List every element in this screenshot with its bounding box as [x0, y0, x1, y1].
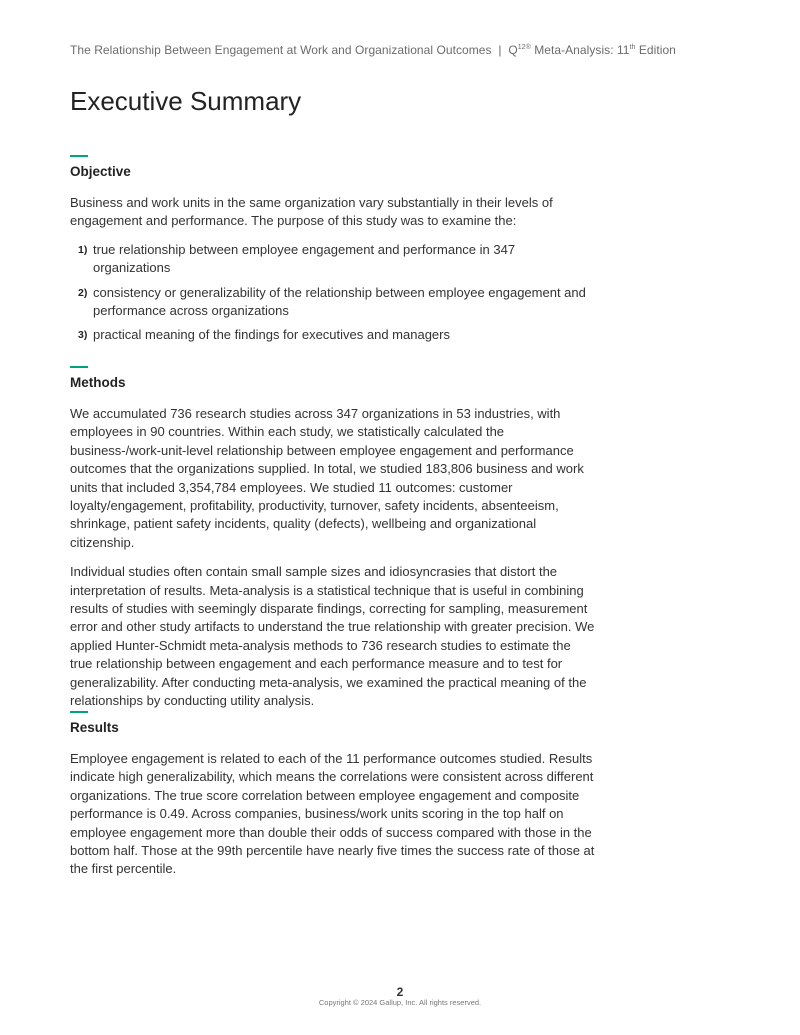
list-item-text: true relationship between employee engagement and performance in 347 organizations [93, 241, 516, 276]
edition-suffix: Edition [635, 43, 676, 57]
running-header-title: The Relationship Between Engagement at Work and Organizational Outcomes [70, 43, 492, 57]
results-section [70, 711, 595, 879]
objective-list-item [70, 284, 595, 321]
methods-paragraph: We accumulated 736 research studies across 347 organizations in 53 industries, with employees in 90 countries. Within each study, we statistically calculated the business-/work-unit-level relationship between employee engagement and performance outcomes that the organizations supplied. In total, we studied 183,806 business and work units that included 3,354,784 employees. We studied 11 outcomes: customer loyalty/engagement, profitability, productivity, turnover, safety incidents, absenteeism, shrinkage, patient safety incidents, quality (defects), wellbeing and organizational citizenship. [70, 406, 584, 550]
objective-intro: Business and work units in the same organization vary substantially in their levels of engagement and performance. The purpose of this study was to examine the: [70, 195, 553, 229]
objective-list [70, 241, 595, 345]
running-header [70, 43, 750, 57]
running-header-separator: | [498, 43, 502, 57]
list-number: 2) [78, 286, 88, 299]
list-number: 1) [78, 243, 88, 256]
section-accent-bar [70, 366, 88, 368]
list-item-text: consistency or generalizability of the relationship between employee engagement and performance across organizations [93, 284, 586, 319]
methods-heading: Methods [70, 375, 126, 390]
list-item-text: practical meaning of the findings for executives and managers [93, 327, 450, 343]
list-number: 3) [78, 329, 88, 342]
section-accent-bar [70, 711, 88, 713]
report-name-prefix: Q [508, 43, 518, 57]
methods-paragraph: Individual studies often contain small sample sizes and idiosyncrasies that distort the interpretation of results. Meta-analysis is a statistical technique that is useful in combining results of studies with seemingly disparate findings, correcting for sampling, measurement error and other study artifacts to understand the true relationship with greater precision. We applied Hunter-Schmidt meta-analysis methods to 736 research studies to estimate the true relationship between engagement and each performance measure and to test for generalizability. After conducting meta-analysis, we examined the practical meaning of the relationships by conducting utility analysis. [70, 564, 595, 709]
results-heading: Results [70, 720, 119, 735]
objective-list-item [70, 326, 595, 344]
methods-section [70, 366, 595, 711]
page-title: Executive Summary [70, 86, 302, 116]
report-name-superscript: 12® [517, 44, 531, 51]
objective-section [70, 155, 595, 351]
edition-superscript: th [629, 44, 636, 51]
results-paragraph: Employee engagement is related to each of the 11 performance outcomes studied. Results indicate high generalizability, which means the correlations were consistent across different organizations. The true score correlation between employee engagement and composite performance is 0.49. Across companies, business/work units scoring in the top half on employee engagement more than double their odds of success compared with those in the bottom half. Those at the 99th percentile have nearly five times the success rate of those at the first percentile. [70, 751, 595, 877]
objective-list-item [70, 241, 595, 278]
section-accent-bar [70, 155, 88, 157]
copyright-notice: Copyright © 2024 Gallup, Inc. All rights reserved. [318, 998, 482, 1007]
report-name-middle: Meta-Analysis: 11 [530, 43, 630, 57]
objective-heading: Objective [70, 164, 131, 179]
page-number: 2 [396, 985, 404, 999]
